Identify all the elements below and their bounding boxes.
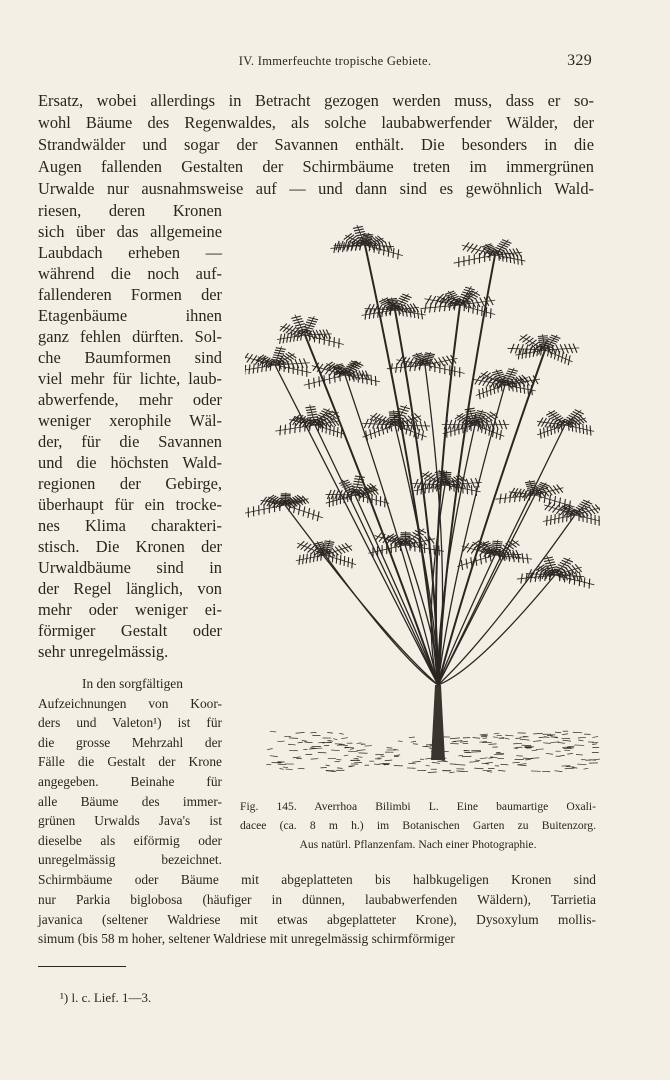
body-line: der Regel länglich, von — [38, 579, 222, 598]
body-line: sich über das allgemeine — [38, 222, 222, 241]
body-line: und die höchsten Wald- — [38, 453, 222, 472]
small-line: alle Bäume des immer- — [38, 794, 222, 809]
body-line: mehr oder weniger ei- — [38, 600, 222, 619]
small-line: In den sorgfältigen — [82, 676, 183, 691]
small-line: ders und Valeton¹) ist für — [38, 715, 222, 730]
body-line: ganz fehlen dürften. Sol- — [38, 327, 222, 346]
footnote: ¹) l. c. Lief. 1—3. — [60, 990, 152, 1005]
small-line: grünen Urwalds Java's ist — [38, 813, 222, 828]
running-header — [0, 50, 670, 72]
body-line: weniger xerophile Wäl- — [38, 411, 222, 430]
caption-line: dacee (ca. 8 m h.) im Botanischen Garten zu Buitenzorg. — [240, 819, 596, 832]
body-line: der, für die Savannen — [38, 432, 222, 451]
tree-illustration — [245, 215, 600, 790]
body-line: Laubdach erheben — — [38, 243, 222, 262]
small-line: unregelmässig bezeichnet. — [38, 852, 222, 867]
small-line: Aufzeichnungen von Koor- — [38, 696, 222, 711]
body-line: regionen der Gebirge, — [38, 474, 222, 493]
small-line: angegeben. Beinahe für — [38, 774, 222, 789]
body-line: sehr unregelmässig. — [38, 642, 169, 661]
running-title: IV. Immerfeuchte tropische Gebiete. — [238, 54, 432, 68]
body-line: wohl Bäume des Regenwaldes, als solche laubabwerfender Wälder, der — [38, 113, 594, 132]
small-line: javanica (seltener Waldriese mit etwas abgeplatteter Krone), Dysoxylum mollis- — [38, 912, 596, 927]
body-line: stisch. Die Kronen der — [38, 537, 222, 556]
body-line: Urwalde nur ausnahmsweise auf — und dann sind es gewöhnlich Wald- — [38, 179, 594, 198]
body-line: Etagenbäume ihnen — [38, 306, 222, 325]
body-line: während die noch auf- — [38, 264, 222, 283]
small-line: dieselbe als eiförmig oder — [38, 833, 222, 848]
caption-line: Fig. 145. Averrhoa Bilimbi L. Eine baumartige Oxali- — [240, 800, 596, 813]
small-line: Fälle die Gestalt der Krone — [38, 754, 222, 769]
small-line: simum (bis 58 m hoher, seltener Waldriese mit unregelmässig schirmförmiger — [38, 931, 455, 946]
body-line: abwerfende, mehr oder — [38, 390, 222, 409]
body-line: riesen, deren Kronen — [38, 201, 222, 220]
caption-line: Aus natürl. Pflanzenfam. Nach einer Photographie. — [299, 838, 537, 851]
body-line: förmiger Gestalt oder — [38, 621, 222, 640]
page-number: 329 — [567, 52, 592, 69]
body-line: viel mehr für lichte, laub- — [38, 369, 222, 388]
body-line: Strandwälder und sogar der Savannen enthält. Die besonders in die — [38, 135, 594, 154]
small-line: Schirmbäume oder Bäume mit abgeplatteten bis halbkugeligen Kronen sind — [38, 872, 596, 887]
figure-caption — [240, 797, 596, 854]
small-line: die grosse Mehrzahl der — [38, 735, 222, 750]
body-line: fallenderen Formen der — [38, 285, 222, 304]
small-line: nur Parkia biglobosa (häufiger in dünnen, laubabwerfenden Wäldern), Tarrietia — [38, 892, 596, 907]
body-line: che Baumformen sind — [38, 348, 222, 367]
body-line: Augen fallenden Gestalten der Schirmbäume treten im immergrünen — [38, 157, 594, 176]
tree-engraving-icon — [245, 215, 600, 790]
body-line: Ersatz, wobei allerdings in Betracht gezogen werden muss, dass er so- — [38, 91, 594, 110]
body-line: nes Klima charakteri- — [38, 516, 222, 535]
body-line: Urwaldbäume sind in — [38, 558, 222, 577]
footnote-rule — [38, 966, 126, 967]
body-line: überhaupt für ein trocke- — [38, 495, 222, 514]
